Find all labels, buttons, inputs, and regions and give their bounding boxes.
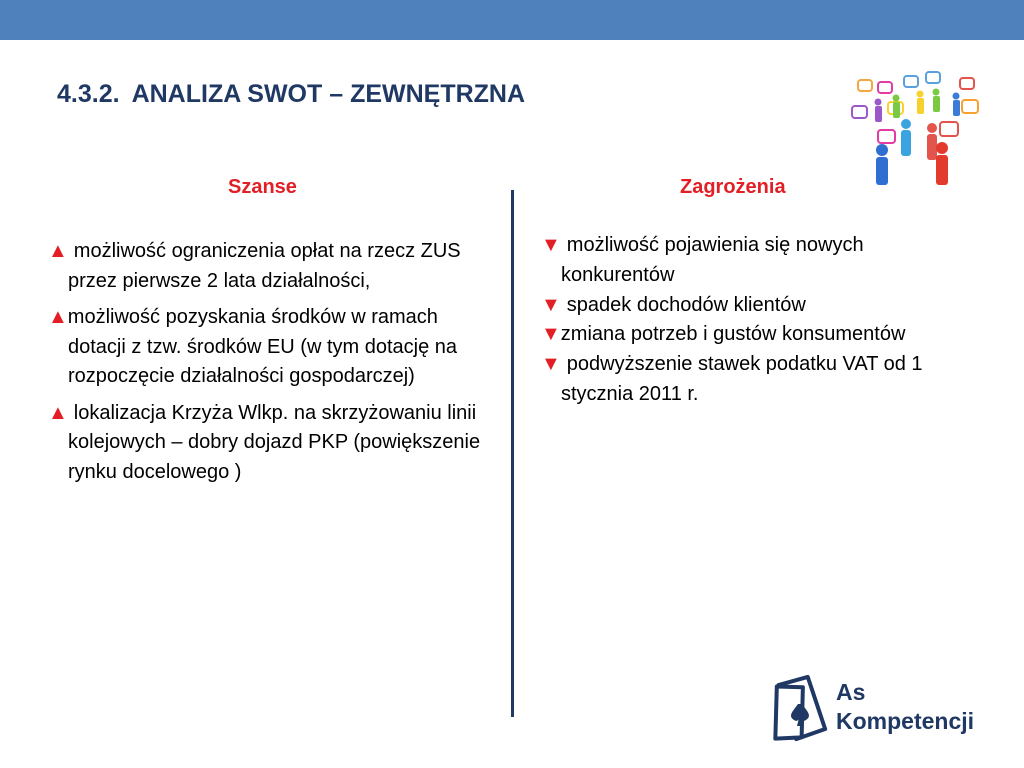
triangle-up-icon: ▲ bbox=[48, 401, 68, 424]
list-item: ▲ możliwość ograniczenia opłat na rzecz ZUS przez pierwsze 2 lata działalności, bbox=[48, 240, 461, 292]
opportunities-heading: Szanse bbox=[228, 176, 297, 198]
list-item: ▼ możliwość pojawienia się nowych konkurentów bbox=[541, 234, 864, 286]
list-item: ▼ podwyższenie stawek podatku VAT od 1 stycznia 2011 r. bbox=[541, 353, 923, 405]
column-divider bbox=[511, 190, 514, 717]
threats-list bbox=[541, 231, 981, 410]
list-item: ▼ spadek dochodów klientów bbox=[541, 293, 806, 316]
triangle-down-icon: ▼ bbox=[541, 353, 561, 376]
top-bar bbox=[0, 0, 1024, 40]
slide-title-number: 4.3.2. bbox=[57, 80, 120, 108]
triangle-down-icon: ▼ bbox=[541, 323, 561, 346]
list-item: ▼zmiana potrzeb i gustów konsumentów bbox=[541, 323, 906, 346]
slide-title-text: ANALIZA SWOT – ZEWNĘTRZNA bbox=[131, 80, 526, 108]
threats-heading: Zagrożenia bbox=[680, 176, 786, 198]
logo-text: As Kompetencji bbox=[836, 679, 975, 734]
triangle-up-icon: ▲ bbox=[48, 306, 68, 328]
list-item: ▲ lokalizacja Krzyża Wlkp. na skrzyżowaniu linii kolejowych – dobry dojazd PKP (powiększenie rynku docelowego ) bbox=[48, 401, 481, 483]
slide-title bbox=[57, 80, 525, 109]
as-kompetencji-logo bbox=[770, 674, 1000, 744]
triangle-up-icon: ▲ bbox=[48, 240, 68, 262]
people-speech-bubbles-illustration bbox=[848, 68, 996, 186]
list-item: ▲możliwość pozyskania środków w ramach dotacji z tzw. środków EU (w tym dotację na rozpoczęcie działalności gospodarczej) bbox=[48, 306, 458, 387]
opportunities-list bbox=[48, 237, 498, 494]
triangle-down-icon: ▼ bbox=[541, 234, 561, 256]
card-spade-icon bbox=[770, 674, 832, 744]
triangle-down-icon: ▼ bbox=[541, 293, 561, 316]
